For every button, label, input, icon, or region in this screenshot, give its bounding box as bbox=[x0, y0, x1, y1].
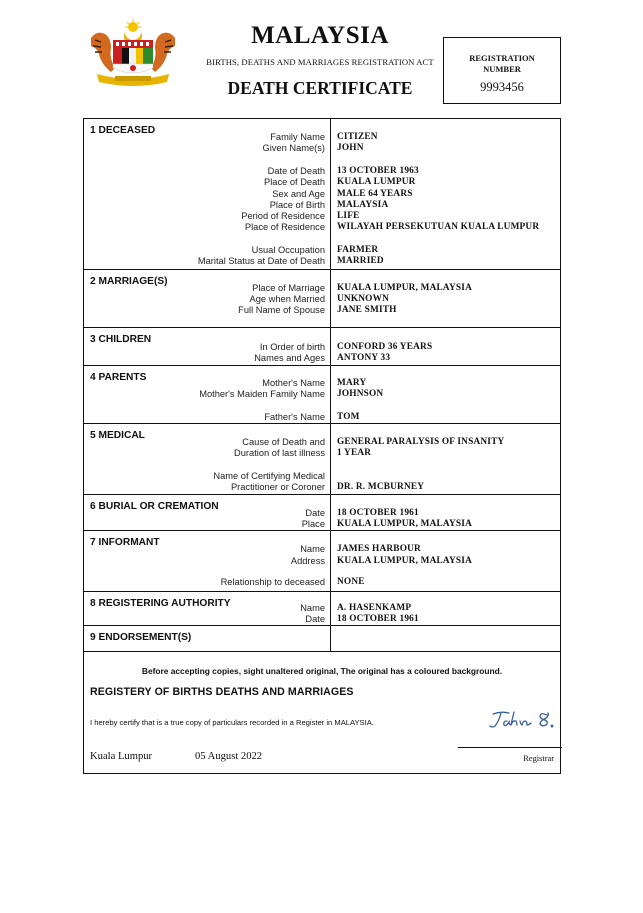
section-burial bbox=[84, 495, 560, 531]
section-registering-authority bbox=[84, 592, 560, 626]
field-label: In Order of birth bbox=[259, 342, 325, 352]
field-label: Place bbox=[301, 519, 325, 529]
registrar-label: Registrar bbox=[523, 754, 554, 763]
field-value: 1 YEAR bbox=[337, 448, 372, 458]
field-value: KUALA LUMPUR bbox=[337, 177, 416, 187]
field-value: DR. R. MCBURNEY bbox=[337, 482, 425, 492]
field-label: Age when Married bbox=[249, 294, 325, 304]
field-value: 18 OCTOBER 1961 bbox=[337, 614, 419, 624]
field-label: Marital Status at Date of Death bbox=[197, 256, 325, 266]
registrar-signature-icon bbox=[487, 709, 557, 731]
section-title: 9 ENDORSEMENT(S) bbox=[90, 632, 192, 643]
section-title: 3 CHILDREN bbox=[90, 334, 152, 345]
field-label: Cause of Death and bbox=[242, 437, 325, 447]
registration-number-label: REGISTRATION NUMBER bbox=[469, 53, 535, 74]
registration-number-box bbox=[443, 37, 561, 104]
registry-name: REGISTERY OF BIRTHS DEATHS AND MARRIAGES bbox=[90, 686, 354, 698]
section-title: 7 INFORMANT bbox=[90, 537, 160, 548]
field-label: Place of Residence bbox=[244, 222, 325, 232]
section-title: 5 MEDICAL bbox=[90, 430, 145, 441]
section-title: 8 REGISTERING AUTHORITY bbox=[90, 598, 231, 609]
field-label: Address bbox=[290, 556, 325, 566]
field-value: GENERAL PARALYSIS OF INSANITY bbox=[337, 437, 505, 447]
field-value: JOHNSON bbox=[337, 389, 384, 399]
field-label: Family Name bbox=[270, 132, 325, 142]
field-label: Names and Ages bbox=[254, 353, 325, 363]
field-value: FARMER bbox=[337, 245, 379, 255]
field-label: Date bbox=[305, 508, 325, 518]
document-title: DEATH CERTIFICATE bbox=[227, 78, 413, 98]
field-label: Date of Death bbox=[267, 166, 325, 176]
section-title: 2 MARRIAGE(S) bbox=[90, 276, 168, 287]
field-value: MARRIED bbox=[337, 256, 384, 266]
certificate-footer bbox=[84, 652, 560, 774]
field-value: KUALA LUMPUR, MALAYSIA bbox=[337, 556, 472, 566]
field-value: MARY bbox=[337, 378, 367, 388]
section-title: 4 PARENTS bbox=[90, 372, 147, 383]
field-value: 13 OCTOBER 1963 bbox=[337, 166, 419, 176]
section-children bbox=[84, 328, 560, 366]
field-value: CONFORD 36 YEARS bbox=[337, 342, 433, 352]
section-marriages bbox=[84, 270, 560, 328]
section-medical bbox=[84, 424, 560, 495]
field-value: MALAYSIA bbox=[337, 200, 389, 210]
section-informant bbox=[84, 531, 560, 592]
field-value: CITIZEN bbox=[337, 132, 378, 142]
field-label: Name bbox=[300, 544, 325, 554]
field-value: KUALA LUMPUR, MALAYSIA bbox=[337, 283, 472, 293]
field-value: NONE bbox=[337, 577, 365, 587]
field-value: KUALA LUMPUR, MALAYSIA bbox=[337, 519, 472, 529]
field-value: A. HASENKAMP bbox=[337, 603, 412, 613]
field-label: Given Name(s) bbox=[262, 143, 325, 153]
section-endorsements bbox=[84, 626, 560, 652]
field-value: UNKNOWN bbox=[337, 294, 390, 304]
field-value: JOHN bbox=[337, 143, 364, 153]
section-title: 6 BURIAL OR CREMATION bbox=[90, 501, 219, 512]
field-label: Father's Name bbox=[264, 412, 325, 422]
field-label: Duration of last illness bbox=[234, 448, 325, 458]
field-label: Sex and Age bbox=[272, 189, 325, 199]
field-label: Name of Certifying Medical bbox=[213, 471, 325, 481]
issue-place: Kuala Lumpur bbox=[90, 751, 153, 762]
field-label: Place of Death bbox=[264, 177, 325, 187]
field-label: Usual Occupation bbox=[251, 245, 325, 255]
field-value: ANTONY 33 bbox=[337, 353, 391, 363]
field-value: LIFE bbox=[337, 211, 360, 221]
field-label: Place of Birth bbox=[269, 200, 325, 210]
malaysia-coat-of-arms-icon bbox=[87, 18, 179, 88]
issue-date: 05 August 2022 bbox=[195, 751, 263, 762]
field-label: Period of Residence bbox=[241, 211, 325, 221]
field-label: Practitioner or Coroner bbox=[230, 482, 325, 492]
copy-notice: Before accepting copies, sight unaltered original, The original has a coloured background. bbox=[141, 666, 503, 676]
section-parents bbox=[84, 366, 560, 424]
field-label: Relationship to deceased bbox=[220, 577, 325, 587]
field-value: WILAYAH PERSEKUTUAN KUALA LUMPUR bbox=[337, 222, 540, 232]
certificate-table bbox=[83, 118, 561, 774]
registration-number-value: 9993456 bbox=[480, 80, 524, 94]
field-value: JANE SMITH bbox=[337, 305, 397, 315]
field-value: TOM bbox=[337, 412, 360, 422]
field-label: Date bbox=[305, 614, 325, 624]
field-value: MALE 64 YEARS bbox=[337, 189, 413, 199]
act-subtitle: BIRTHS, DEATHS AND MARRIAGES REGISTRATION ACT bbox=[206, 57, 434, 67]
field-value: 18 OCTOBER 1961 bbox=[337, 508, 419, 518]
certification-statement: I hereby certify that is a true copy of particulars recorded in a Register in MALAYSIA. bbox=[90, 718, 374, 727]
field-label: Place of Marriage bbox=[252, 283, 325, 293]
field-label: Mother's Maiden Family Name bbox=[199, 389, 325, 399]
section-title: 1 DECEASED bbox=[90, 125, 156, 136]
signature-line bbox=[458, 747, 562, 748]
field-value: JAMES HARBOUR bbox=[337, 544, 421, 554]
field-label: Full Name of Spouse bbox=[238, 305, 325, 315]
section-deceased bbox=[84, 119, 560, 270]
country-title: MALAYSIA bbox=[251, 22, 389, 49]
field-label: Mother's Name bbox=[262, 378, 325, 388]
field-label: Name bbox=[300, 603, 325, 613]
